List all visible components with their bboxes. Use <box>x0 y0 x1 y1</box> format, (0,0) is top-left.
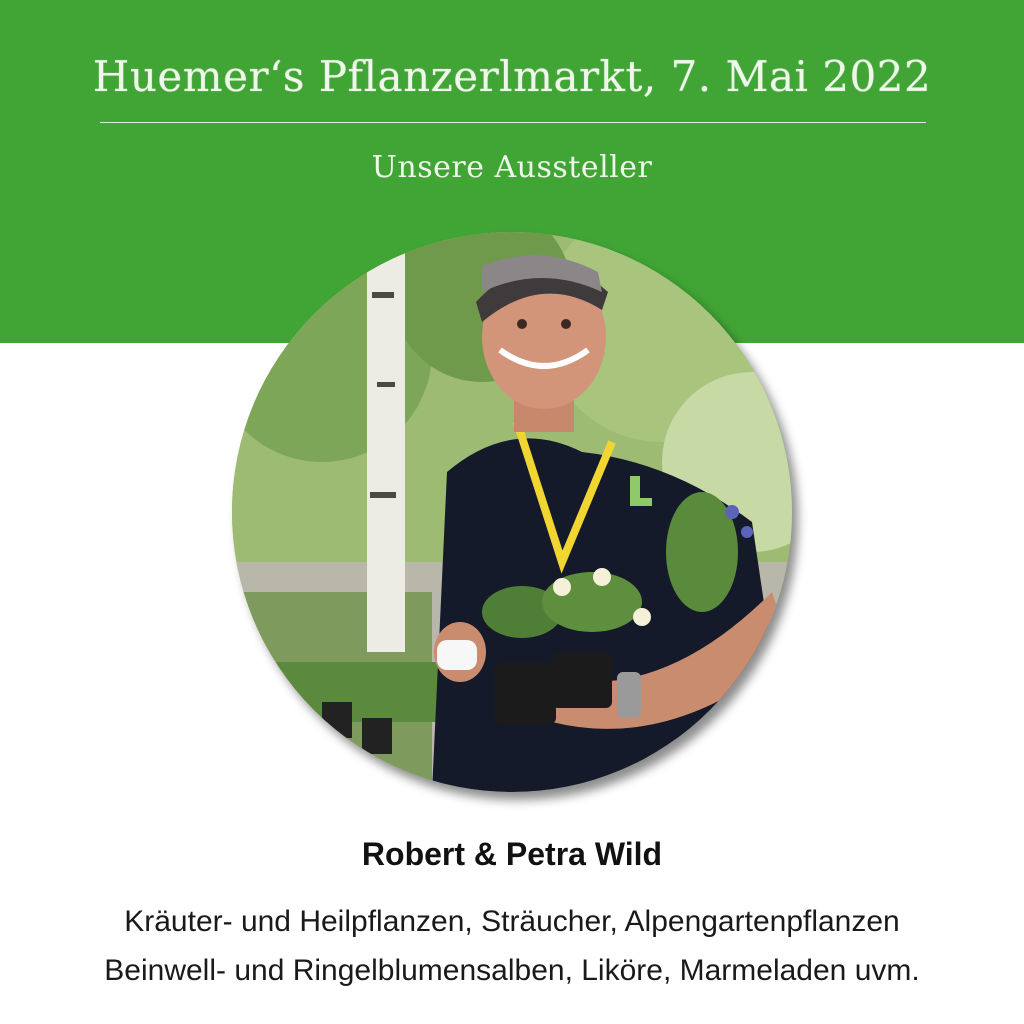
exhibitor-name: Robert & Petra Wild <box>361 836 663 872</box>
title-divider <box>100 122 926 123</box>
product-line: Beinwell- und Ringelblumensalben, Liköre, Marmeladen uvm. <box>104 954 920 987</box>
exhibitor-photo <box>232 232 792 792</box>
event-title: Huemer‘s Pflanzerlmarkt, 7. Mai 2022 <box>92 52 932 101</box>
product-line: Kräuter- und Heilpflanzen, Sträucher, Alpengartenpflanzen <box>124 905 900 938</box>
section-subtitle: Unsere Aussteller <box>371 150 653 185</box>
